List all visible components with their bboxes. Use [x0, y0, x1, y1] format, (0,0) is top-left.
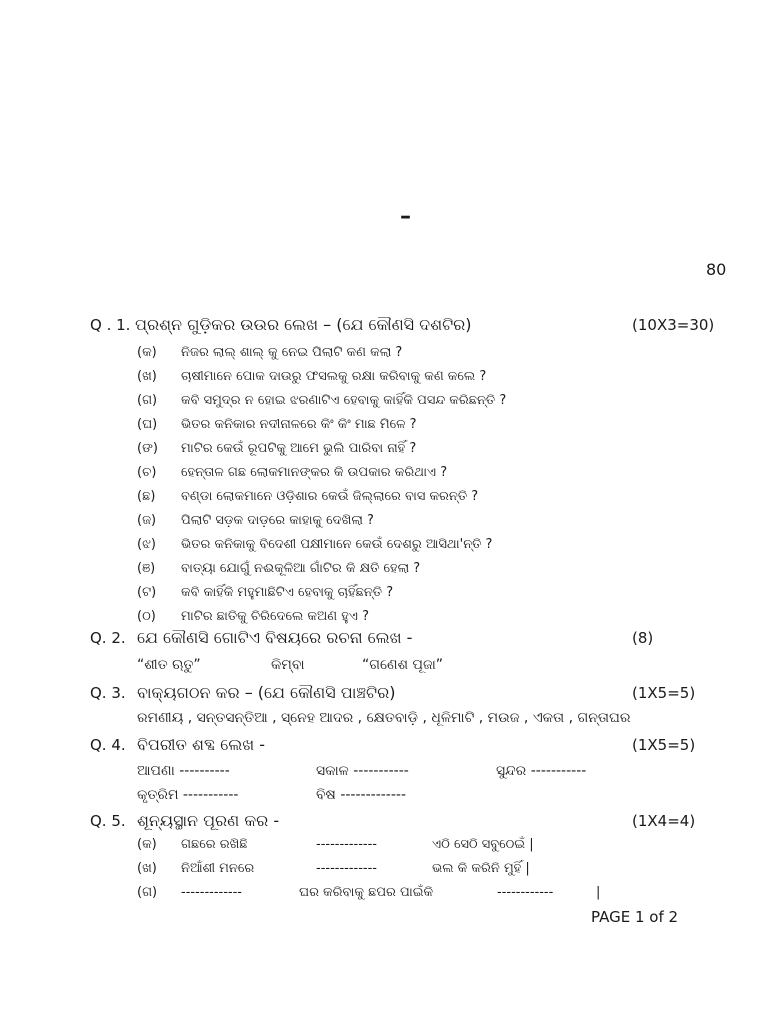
q5-marks: (1X4=4) [632, 812, 696, 830]
q1-item-text: ପିଲାଟି ସଡ଼କ ଦାଡ଼ରେ କାହାକୁ ଦେଖିଲା ? [181, 513, 374, 528]
q1-item-label: (ଜ) [137, 513, 157, 528]
q1-number: Q . 1. [90, 316, 131, 334]
q4-marks: (1X5=5) [632, 736, 696, 754]
q1-item-text: ବାତ୍ୟା ଯୋଗୁଁ ନଈକୂଳିଆ ଗାଁଟିର କି କ୍ଷତି ହେଲା ? [181, 561, 421, 576]
q1-item-label: (ଗ) [137, 393, 158, 408]
q3-word-list: ରମଣୀୟ , ସନ୍ତସନ୍ତିଆ , ସ୍ନେହ ଆଦର , କ୍ଷେତବାଡ଼ି , ଧୂଳିମାଟି , ମଉଜ , ଏକତା , ଗନ୍ତାଘର [137, 710, 631, 726]
q1-item-label: (ଝ) [137, 537, 156, 552]
q1-item-text: ଚାଷୀମାନେ ପୋକ ଦାଉରୁ ଫସଲକୁ ରକ୍ଷା କରିବାକୁ କଣ କଲେ ? [181, 369, 487, 384]
q3-number: Q. 3. [90, 684, 126, 702]
q4-blank: କୃତ୍ରିମ ----------- [137, 787, 239, 803]
q4-blank: ସକାଳ ----------- [316, 763, 409, 779]
q5-line-label: (କ) [137, 837, 157, 852]
q1-marks: (10X3=30) [632, 316, 715, 334]
q1-item-label: (ଚ) [137, 465, 157, 480]
q1-item-label: (ଠ) [137, 609, 156, 624]
q5-line-part: ଗଛରେ ରଖିଛି [181, 837, 248, 852]
q2-option-1: “ଶୀତ ଋତୁ” [137, 657, 201, 673]
q1-item-label: (ଞ) [137, 561, 156, 576]
q4-blank: ସୁନ୍ଦର ----------- [496, 763, 587, 779]
q5-line-label: (ଖ) [137, 861, 157, 876]
q4-blank: ବିଷ ------------- [316, 787, 407, 803]
q1-item-text: ମାଟିର ଛାତିକୁ ଚିରିଦେଲେ କଅଣ ହୁଏ ? [181, 609, 369, 624]
total-marks: 80 [706, 260, 727, 279]
q1-item-text: କବି କାହିଁକି ମହୁମାଛିଟିଏ ହେବାକୁ ଚାହିଁଛନ୍ତି ? [181, 585, 394, 600]
q5-blank: ------------- [181, 885, 242, 900]
header-dash: – [400, 204, 411, 229]
q1-item-label: (କ) [137, 345, 157, 360]
q5-blank: ------------ [497, 885, 554, 900]
q5-line-end: | [596, 885, 601, 900]
q2-number: Q. 2. [90, 629, 126, 647]
q1-item-text: ଭିତର କନିକାକୁ ବିଦେଶୀ ପକ୍ଷୀମାନେ କେଉଁ ଦେଶରୁ ଆସିଥା'ନ୍ତି ? [181, 537, 493, 552]
q1-item-label: (ଙ) [137, 441, 158, 456]
q2-marks: (8) [632, 629, 654, 647]
q1-item-text: ନିଜର ଲାଲ୍ ଶାଲ୍ କୁ ନେଇ ପିଲାଟି କଣ କଲା ? [181, 345, 403, 360]
q5-line-part: ଭଲ କି କରିନି ମୁହିଁ | [432, 861, 530, 876]
q2-text: ଯେ କୌଣସି ଗୋଟିଏ ବିଷୟରେ ରଚନା ଲେଖ - [137, 628, 413, 647]
page-number: PAGE 1 of 2 [591, 908, 679, 926]
q5-line-part: ଘର କରିବାକୁ ଛପର ପାଇଁକି [299, 885, 434, 900]
q2-option-2: “ଗଣେଶ ପୂଜା” [362, 657, 444, 673]
q1-item-label: (ଟ) [137, 585, 157, 600]
q1-item-label: (ଘ) [137, 417, 158, 432]
q5-line-part: ନିଆଁଶୀ ମନରେ [181, 861, 255, 876]
q3-text: ବାକ୍ୟଗଠନ କର – (ଯେ କୌଣସି ପାଞ୍ଚଟିର) [137, 683, 396, 702]
q5-number: Q. 5. [90, 812, 126, 830]
q5-line-label: (ଗ) [137, 885, 158, 900]
q1-item-text: ହେନ୍ତାଳ ଗଛ ଲୋକମାନଙ୍କର କି ଉପକାର କରିଥାଏ ? [181, 465, 448, 480]
q4-text: ବିପରୀତ ଶବ୍ଦ ଲେଖ - [137, 735, 266, 754]
q4-number: Q. 4. [90, 736, 126, 754]
q1-item-text: ମାଟିର କେଉଁ ରୂପଟିକୁ ଆମେ ଭୁଲି ପାରିବା ନାହିଁ ? [181, 441, 417, 456]
q4-blank: ଆପଣା ---------- [137, 763, 230, 779]
q1-item-text: ବଣ୍ଡା ଲୋକମାନେ ଓଡ଼ିଶାର କେଉଁ ଜିଲ୍ଲାରେ ବାସ କରନ୍ତି ? [181, 489, 479, 504]
q5-line-part: ଏଠି ସେଠି ସବୁଠେଇଁ | [432, 837, 534, 852]
q1-item-text: ଭିତର କନିକାର ନଦୀନାଳରେ କିଂ କିଂ ମାଛ ମିଳେ ? [181, 417, 417, 432]
q1-text: ପ୍ରଶ୍ନ ଗୁଡ଼ିକର ଉଉର ଲେଖ – (ଯେ କୌଣସି ଦଶଟିର) [135, 315, 472, 334]
q1-item-label: (ଖ) [137, 369, 157, 384]
q5-text: ଶୂନ୍ୟସ୍ଥାନ ପୂରଣ କର - [137, 811, 280, 830]
q5-blank: ------------- [316, 837, 377, 852]
q1-item-text: କବି ସମୁଦ୍ର ନ ହୋଇ ଝରଣାଟିଏ ହେବାକୁ କାହିଁକି ପସନ୍ଦ କରିଛନ୍ତି ? [181, 393, 507, 408]
q2-option-or: କିମ୍ବା [271, 657, 305, 673]
q3-marks: (1X5=5) [632, 684, 696, 702]
q5-blank: ------------- [316, 861, 377, 876]
q1-item-label: (ଛ) [137, 489, 156, 504]
